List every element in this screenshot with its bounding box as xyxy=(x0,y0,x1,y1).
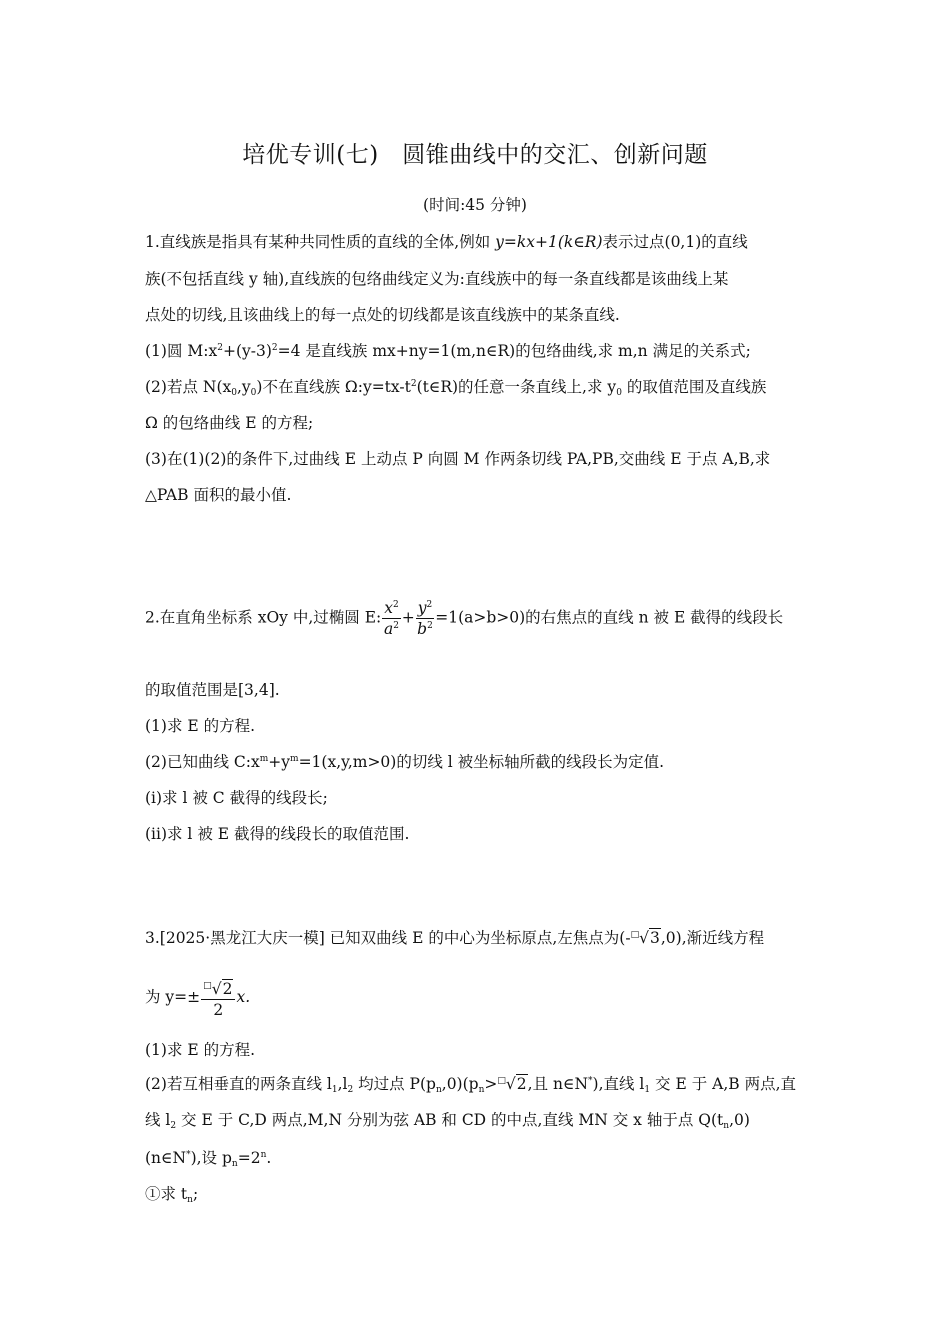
q3-part2-line1: (2)若互相垂直的两条直线 $l_1,l_2$ 均过点 $P(p_n,0)(p_n>^□√2$,且 n∈N*),直线 $l_1$ 交 E 于 A,B 两点,直 xyxy=(145,1075,797,1095)
q1-stem-line1: 1.直线族是指具有某种共同性质的直线的全体,例如 y=kx+1(k∈R)表示过点(0,1)的直线 xyxy=(145,233,748,251)
q1-stem-line2: 族(不包括直线 y 轴),直线族的包络曲线定义为:直线族中的每一条直线都是该曲线上某 xyxy=(145,270,729,288)
q2-stem-line1: 2.在直角坐标系 xOy 中,过椭圆 E: $\frac{x^2}{a^2}$ + $\frac{y^2}{b^2}$ =1(a>b>0)的右焦点的直线 n 被 E 截得的线段长 xyxy=(145,599,784,638)
sqrt-2: □√2 xyxy=(497,1075,527,1093)
q3-part1: (1)求 E 的方程. xyxy=(145,1041,256,1059)
sqrt-3: □√3 xyxy=(630,929,660,947)
q1-part3-line2: △PAB 面积的最小值. xyxy=(145,486,292,504)
q2-stem-line2: 的取值范围是[3,4]. xyxy=(145,681,280,699)
q2-part1: (1)求 E 的方程. xyxy=(145,717,256,735)
fraction-x2-a2: $\frac{x^2}{a^2}$ xyxy=(384,599,399,638)
q3-stem-line1: 3.[2025·黑龙江大庆一模] 已知双曲线 E 的中心为坐标原点,左焦点为(-□√3,0),渐近线方程 xyxy=(145,929,765,947)
q1-part3-line1: (3)在(1)(2)的条件下,过曲线 E 上动点 P 向圆 M 作两条切线 PA,PB,交曲线 E 于点 A,B,求 xyxy=(145,450,771,468)
q1-part1: (1)圆 $M:x^2+(y-3)^2=4$ 是直线族 mx+ny=1(m,n∈R)的包络曲线,求 m,n 满足的关系式; xyxy=(145,342,751,360)
q1-part2-line1: (2)若点 $N(x_0,y_0)$不在直线族 $\Omega:y=tx-t^2(t\in R)$的任意一条直线上,求 $y_0$ 的取值范围及直线族 xyxy=(145,378,767,398)
document-title: 培优专训(七) 圆锥曲线中的交汇、创新问题 xyxy=(242,142,708,168)
q2-part2: (2)已知曲线 $C:x^m+y^m=1(x,y,m>0)$的切线 l 被坐标轴所截的线段长为定值. xyxy=(145,753,665,771)
q3-part2-line2: 线 $l_2$ 交 E 于 C,D 两点,M,N 分别为弦 AB 和 CD 的中点,直线 MN 交 x 轴于点 $Q(t_n,0)$ xyxy=(145,1111,750,1131)
time-limit: (时间:45 分钟) xyxy=(423,196,527,214)
q3-stem-line2: 为 y=± $\frac{^□√2}{2}$ x. xyxy=(145,976,250,1020)
fraction-sqrt2-over-2: $\frac{^□√2}{2}$ xyxy=(201,976,235,1020)
q1-part2-line2: Ω 的包络曲线 E 的方程; xyxy=(145,414,314,432)
q3-part2-line3: (n∈N*),设 $p_n=2^n$. xyxy=(145,1149,272,1169)
q2-part2-i: (i)求 l 被 C 截得的线段长; xyxy=(145,789,328,807)
q1-stem-line3: 点处的切线,且该曲线上的每一点处的切线都是该直线族中的某条直线. xyxy=(145,306,620,324)
q3-part2-sub1: ①求 $t_n$; xyxy=(145,1185,199,1205)
fraction-y2-b2: $\frac{y^2}{b^2}$ xyxy=(417,599,433,638)
q2-part2-ii: (ii)求 l 被 E 截得的线段长的取值范围. xyxy=(145,825,410,843)
